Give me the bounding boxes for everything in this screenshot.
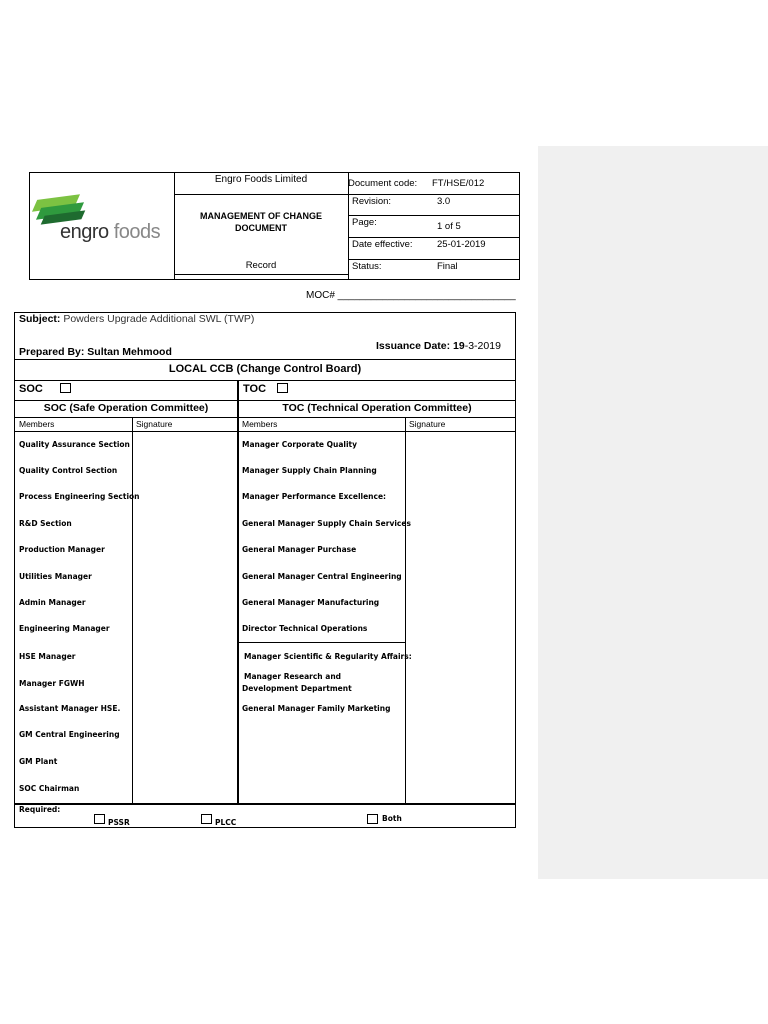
toc-member: General Manager Purchase — [242, 545, 357, 554]
soc-member: Utilities Manager — [19, 572, 92, 581]
revision-label: Revision: — [352, 196, 392, 207]
soc-member: R&D Section — [19, 519, 72, 528]
subject-line: Subject: Powders Upgrade Additional SWL (TWP) — [19, 313, 255, 325]
status-value: Final — [437, 261, 458, 272]
plcc-checkbox[interactable] — [201, 814, 212, 824]
soc-section-title: SOC (Safe Operation Committee) — [43, 402, 209, 414]
company-logo: engro foods — [30, 173, 175, 279]
soc-member: Process Engineering Section — [19, 492, 140, 501]
soc-member: Assistant Manager HSE. — [19, 704, 121, 713]
soc-member: GM Central Engineering — [19, 730, 120, 739]
doc-code-label: Document code: — [348, 178, 418, 189]
toc-member: General Manager Family Marketing — [242, 704, 391, 713]
document-title: MANAGEMENT OF CHANGE DOCUMENT — [174, 194, 348, 275]
soc-member: SOC Chairman — [19, 784, 80, 793]
soc-member: GM Plant — [19, 757, 58, 766]
issuance-date: Issuance Date: 19-3-2019 — [376, 340, 501, 352]
soc-checkbox[interactable] — [60, 383, 71, 393]
prepared-by: Prepared By: Sultan Mehmood — [19, 346, 172, 358]
document-header-table — [29, 172, 520, 280]
toc-member: Development Department — [242, 684, 352, 693]
date-effective-label: Date effective: — [352, 239, 413, 250]
soc-member: Admin Manager — [19, 598, 86, 607]
soc-member: HSE Manager — [19, 652, 76, 661]
moc-form — [14, 312, 516, 828]
page-label: Page: — [352, 217, 377, 228]
required-label: Required: — [19, 805, 61, 814]
gray-side-panel — [538, 146, 768, 879]
toc-member: General Manager Central Engineering — [242, 572, 402, 581]
company-name: Engro Foods Limited — [174, 173, 348, 195]
toc-label: TOC — [243, 383, 267, 395]
plcc-label: PLCC — [215, 818, 237, 827]
toc-member: Manager Performance Excellence: — [242, 492, 387, 501]
toc-member: Director Technical Operations — [242, 624, 368, 633]
toc-member: General Manager Supply Chain Services — [242, 519, 411, 528]
soc-member: Engineering Manager — [19, 624, 110, 633]
soc-member: Quality Assurance Section — [19, 440, 130, 449]
pssr-label: PSSR — [108, 818, 130, 827]
moc-number-field[interactable]: MOC# ________________________________ — [306, 290, 516, 301]
page-value: 1 of 5 — [437, 221, 461, 232]
soc-members-header: Members — [19, 419, 55, 429]
toc-member: Manager Research and — [244, 672, 342, 681]
status-label: Status: — [352, 261, 382, 272]
date-effective-value: 25-01-2019 — [437, 239, 486, 250]
toc-member: Manager Scientific & Regularity Affairs: — [244, 652, 412, 661]
toc-member: Manager Corporate Quality — [242, 440, 358, 449]
soc-member: Production Manager — [19, 545, 105, 554]
toc-signature-header: Signature — [409, 419, 446, 429]
doc-code-value: FT/HSE/012 — [432, 178, 485, 189]
both-label: Both — [382, 814, 402, 823]
soc-label: SOC — [19, 383, 43, 395]
toc-members-header: Members — [242, 419, 278, 429]
ccb-title: LOCAL CCB (Change Control Board) — [168, 363, 362, 375]
toc-member: General Manager Manufacturing — [242, 598, 380, 607]
soc-signature-header: Signature — [136, 419, 173, 429]
toc-section-title: TOC (Technical Operation Committee) — [282, 402, 472, 414]
soc-member: Manager FGWH — [19, 679, 85, 688]
revision-value: 3.0 — [437, 196, 451, 207]
both-checkbox[interactable] — [367, 814, 378, 824]
soc-member: Quality Control Section — [19, 466, 118, 475]
document-meta — [348, 173, 519, 279]
record-label: Record — [245, 260, 277, 271]
pssr-checkbox[interactable] — [94, 814, 105, 824]
toc-checkbox[interactable] — [277, 383, 288, 393]
toc-member: Manager Supply Chain Planning — [242, 466, 377, 475]
